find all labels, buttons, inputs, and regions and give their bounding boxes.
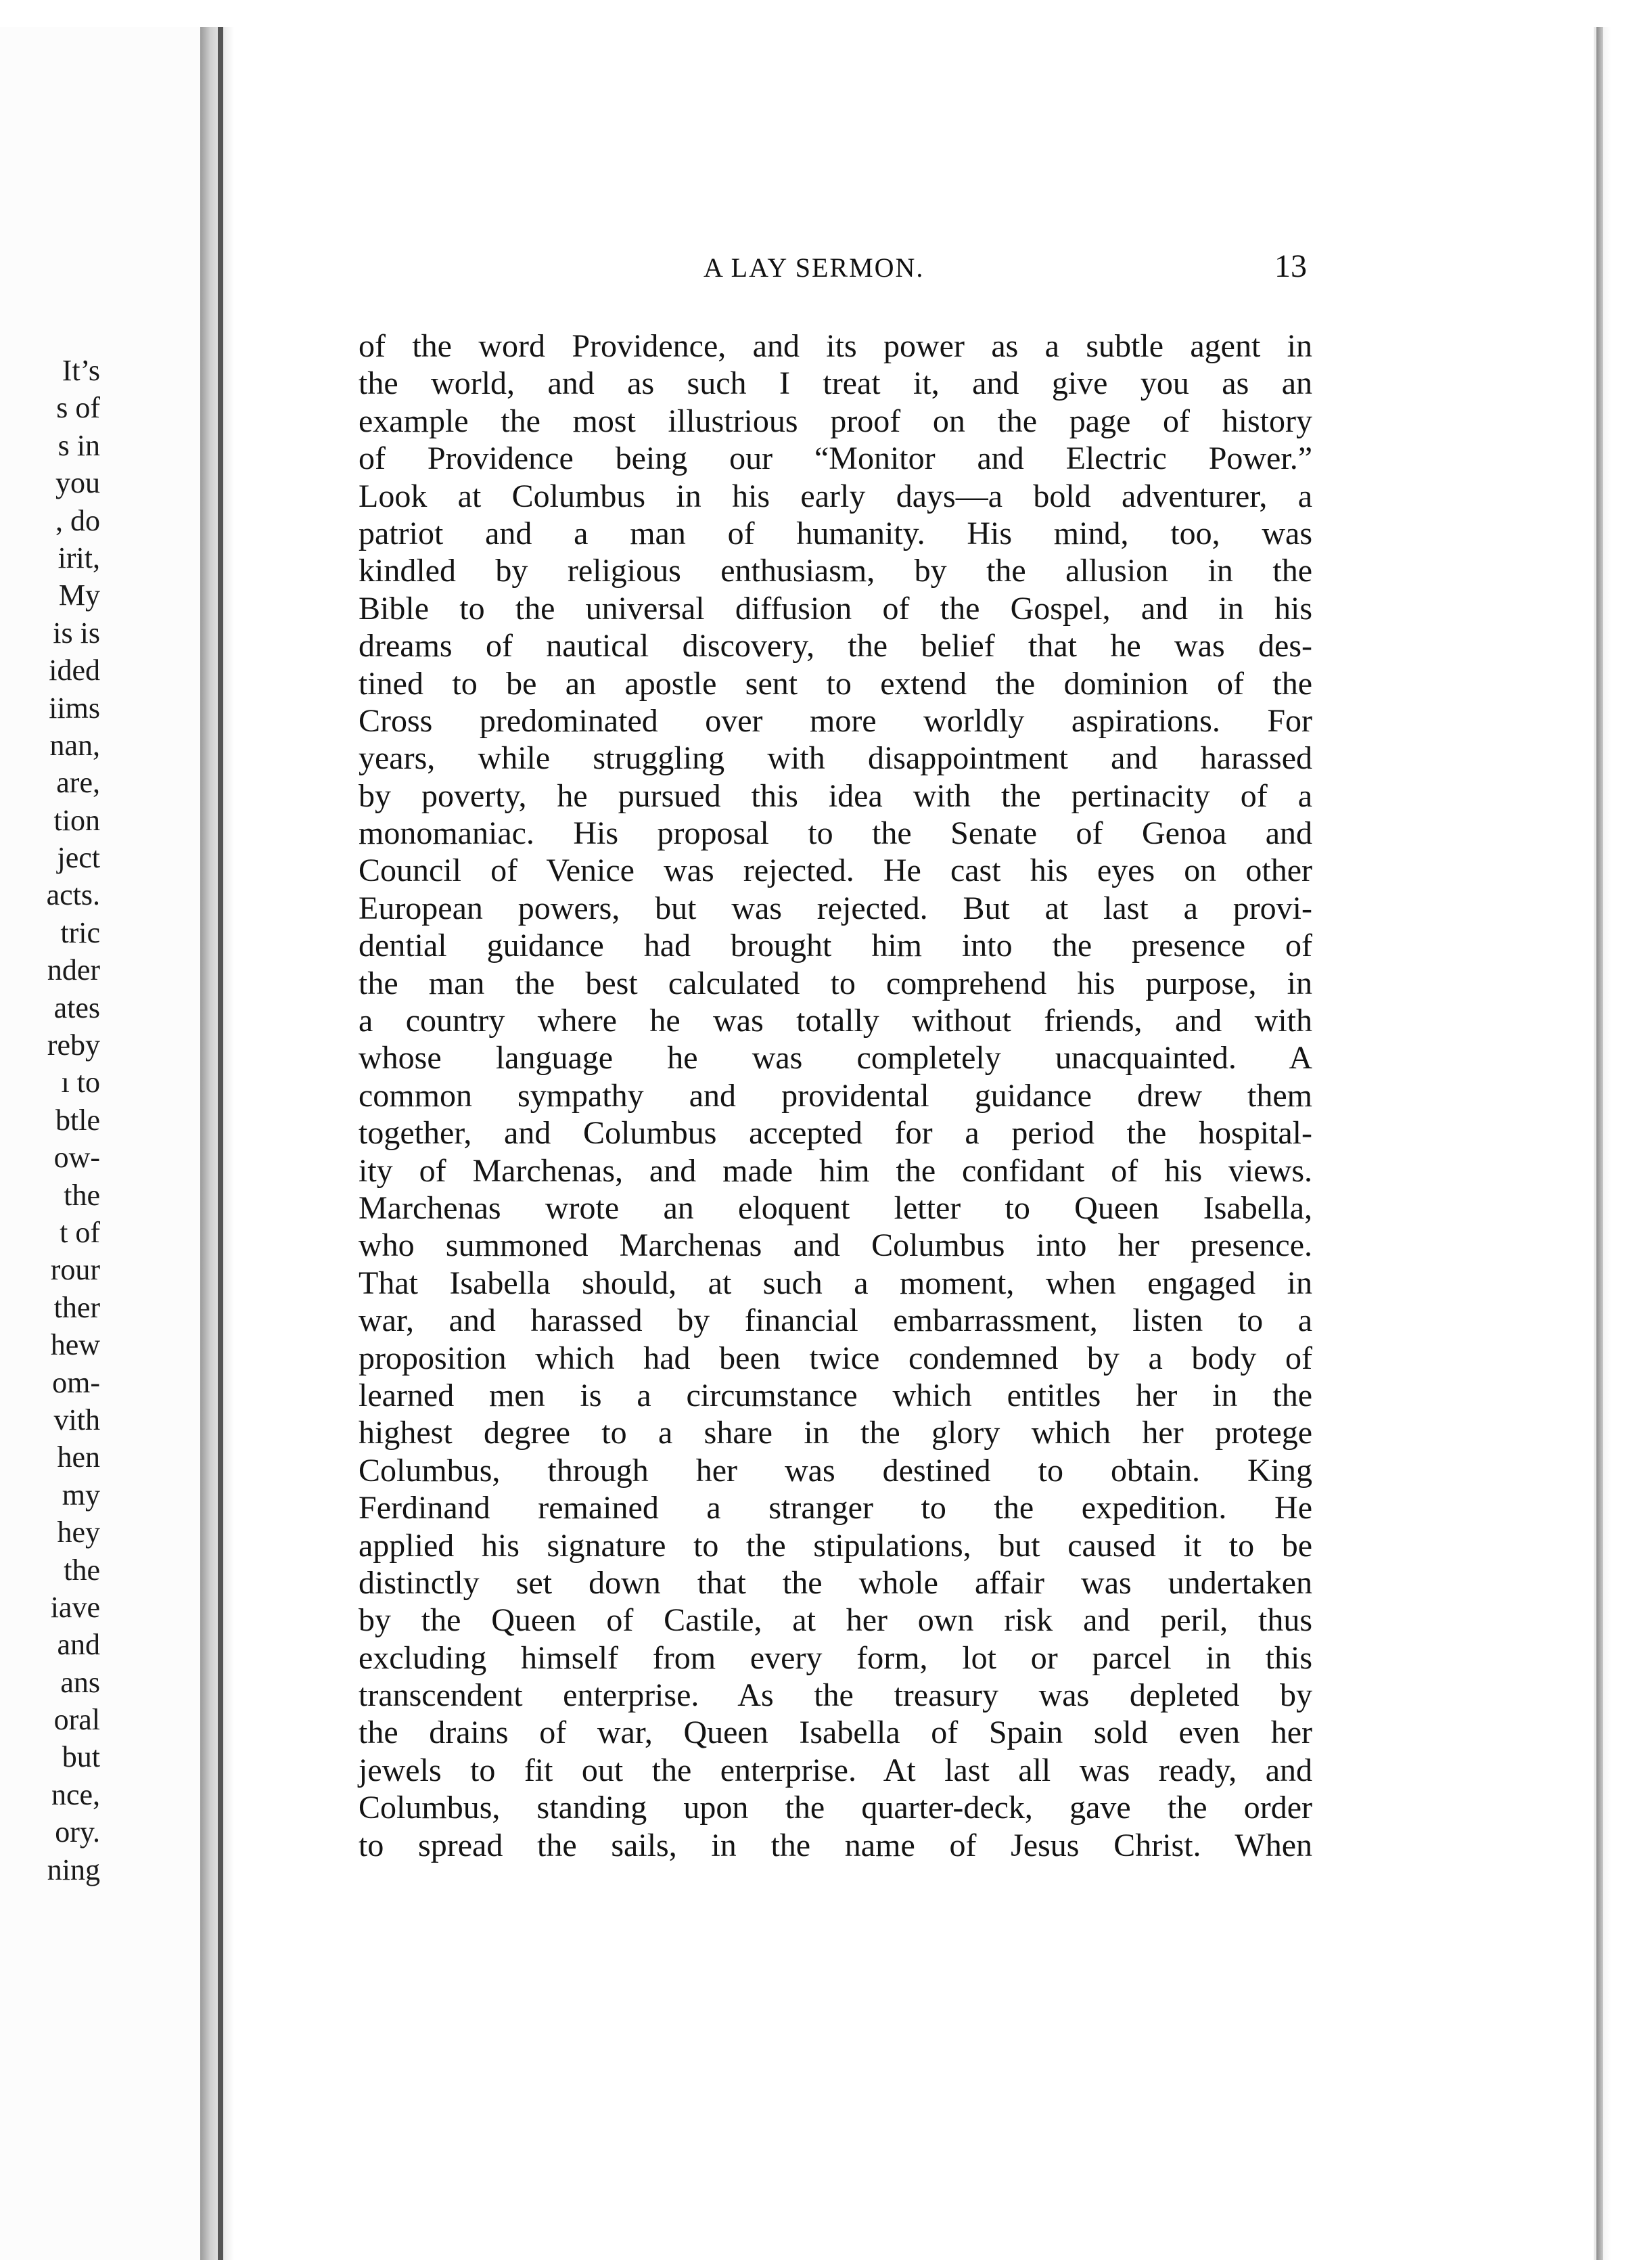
- text-line: Cross predominated over more worldly aspirations. For: [359, 702, 1312, 739]
- text-line: of the word Providence, and its power as a subtle agent in: [359, 328, 1312, 364]
- facing-page-line: s in: [57, 428, 100, 462]
- text-line: by the Queen of Castile, at her own risk and peril, thus: [359, 1602, 1312, 1639]
- facing-page-line: hey: [57, 1516, 100, 1549]
- text-line: Marchenas wrote an eloquent letter to Queen Isabella,: [359, 1189, 1312, 1226]
- facing-page-line: nder: [47, 953, 100, 987]
- text-line: common sympathy and providental guidance drew them: [359, 1077, 1312, 1114]
- text-line: kindled by religious enthusiasm, by the allusion in the: [359, 553, 1312, 589]
- facing-page-line: ject: [57, 841, 100, 875]
- facing-page-line: ow-: [53, 1141, 100, 1175]
- text-line: the drains of war, Queen Isabella of Spain sold even her: [359, 1715, 1312, 1751]
- facing-page-line: tric: [60, 915, 100, 949]
- text-line: the man the best calculated to comprehend his purpose, in: [359, 965, 1312, 1001]
- facing-page-line: ning: [47, 1853, 100, 1886]
- text-line: dential guidance had brought him into the presence of: [359, 928, 1312, 964]
- text-line: dreams of nautical discovery, the belief that he was des-: [359, 628, 1312, 664]
- text-line: proposition which had been twice condemned by a body of: [359, 1340, 1312, 1376]
- text-line: monomaniac. His proposal to the Senate of Genoa and: [359, 815, 1312, 852]
- facing-page-line: hen: [57, 1441, 100, 1474]
- text-line: That Isabella should, at such a moment, when engaged in: [359, 1265, 1312, 1301]
- facing-page-line: rour: [50, 1253, 100, 1287]
- text-line: transcendent enterprise. As the treasury was depleted by: [359, 1677, 1312, 1714]
- facing-page-line: the: [64, 1178, 100, 1212]
- text-line: of Providence being our “Monitor and Electric Power.”: [359, 440, 1312, 477]
- facing-page: [0, 27, 203, 2260]
- facing-page-line: reby: [47, 1028, 100, 1062]
- text-line: ity of Marchenas, and made him the confidant of his views.: [359, 1152, 1312, 1189]
- facing-page-line: ı to: [61, 1066, 100, 1099]
- facing-page-line: ans: [60, 1665, 100, 1699]
- text-line: European powers, but was rejected. But at last a provi-: [359, 890, 1312, 926]
- facing-page-line: s of: [56, 391, 100, 425]
- text-line: learned men is a circumstance which entitles her in the: [359, 1377, 1312, 1413]
- text-line: a country where he was totally without friends, and with: [359, 1003, 1312, 1039]
- text-line: tined to be an apostle sent to extend the dominion of the: [359, 665, 1312, 702]
- facing-page-line: t of: [60, 1215, 100, 1249]
- facing-page-line: ory.: [55, 1815, 100, 1849]
- facing-page-line: om-: [52, 1365, 100, 1399]
- facing-page-line: irit,: [57, 541, 100, 574]
- facing-page-line: you: [55, 466, 100, 500]
- page-edge: [1594, 27, 1637, 2260]
- body-text: [359, 327, 1312, 1864]
- facing-page-line: btle: [55, 1103, 100, 1137]
- facing-page-line: ided: [49, 654, 100, 687]
- facing-page-line: oral: [53, 1703, 100, 1737]
- text-line: whose language he was completely unacquainted. A: [359, 1040, 1312, 1076]
- text-line: applied his signature to the stipulations, but caused it to be: [359, 1527, 1312, 1564]
- facing-page-line: but: [62, 1740, 100, 1774]
- facing-page-line: ther: [53, 1290, 100, 1324]
- facing-page-line: hew: [50, 1328, 100, 1362]
- facing-page-line: is is: [53, 616, 100, 650]
- text-line: Look at Columbus in his early days—a bold adventurer, a: [359, 478, 1312, 514]
- facing-page-line: nan,: [49, 728, 100, 762]
- text-line: Columbus, standing upon the quarter-deck, gave the order: [359, 1790, 1312, 1826]
- text-line: Bible to the universal diffusion of the Gospel, and in his: [359, 590, 1312, 627]
- text-line: Ferdinand remained a stranger to the expedition. He: [359, 1490, 1312, 1526]
- facing-page-line: are,: [56, 766, 100, 800]
- text-line: by poverty, he pursued this idea with the pertinacity of a: [359, 777, 1312, 814]
- text-line: to spread the sails, in the name of Jesus Christ. When: [359, 1827, 1312, 1863]
- running-head: A LAY SERMON.: [704, 252, 925, 283]
- text-line: who summoned Marchenas and Columbus into her presence.: [359, 1227, 1312, 1264]
- facing-page-line: the: [64, 1553, 100, 1587]
- page-number: 13: [1274, 248, 1307, 284]
- facing-page-line: tion: [53, 803, 100, 837]
- text-line: together, and Columbus accepted for a period the hospital-: [359, 1115, 1312, 1152]
- text-line: distinctly set down that the whole affair was undertaken: [359, 1564, 1312, 1601]
- text-line: war, and harassed by financial embarrassment, listen to a: [359, 1302, 1312, 1339]
- facing-page-line: My: [58, 579, 100, 612]
- text-line: the world, and as such I treat it, and give you as an: [359, 365, 1312, 402]
- facing-page-line: acts.: [46, 878, 100, 912]
- facing-page-line: my: [62, 1478, 100, 1512]
- facing-page-line: It’s: [62, 354, 100, 387]
- text-line: jewels to fit out the enterprise. At last all was ready, and: [359, 1752, 1312, 1788]
- text-line: years, while struggling with disappointment and harassed: [359, 740, 1312, 777]
- facing-page-line: , do: [55, 503, 100, 537]
- facing-page-line: nce,: [51, 1777, 100, 1811]
- text-line: Council of Venice was rejected. He cast his eyes on other: [359, 853, 1312, 889]
- facing-page-line: vith: [53, 1403, 100, 1436]
- book-gutter: [200, 27, 234, 2260]
- facing-page-text: [0, 352, 100, 1888]
- gutter-fold-line: [218, 27, 223, 2260]
- facing-page-line: iave: [50, 1590, 100, 1624]
- text-line: Columbus, through her was destined to obtain. King: [359, 1452, 1312, 1489]
- facing-page-line: ates: [53, 991, 100, 1024]
- text-line: excluding himself from every form, lot or parcel in this: [359, 1639, 1312, 1676]
- text-line: patriot and a man of humanity. His mind, too, was: [359, 515, 1312, 551]
- facing-page-line: iims: [49, 691, 100, 725]
- facing-page-line: and: [57, 1628, 100, 1662]
- text-line: highest degree to a share in the glory which her protege: [359, 1415, 1312, 1451]
- text-line: example the most illustrious proof on the page of history: [359, 403, 1312, 439]
